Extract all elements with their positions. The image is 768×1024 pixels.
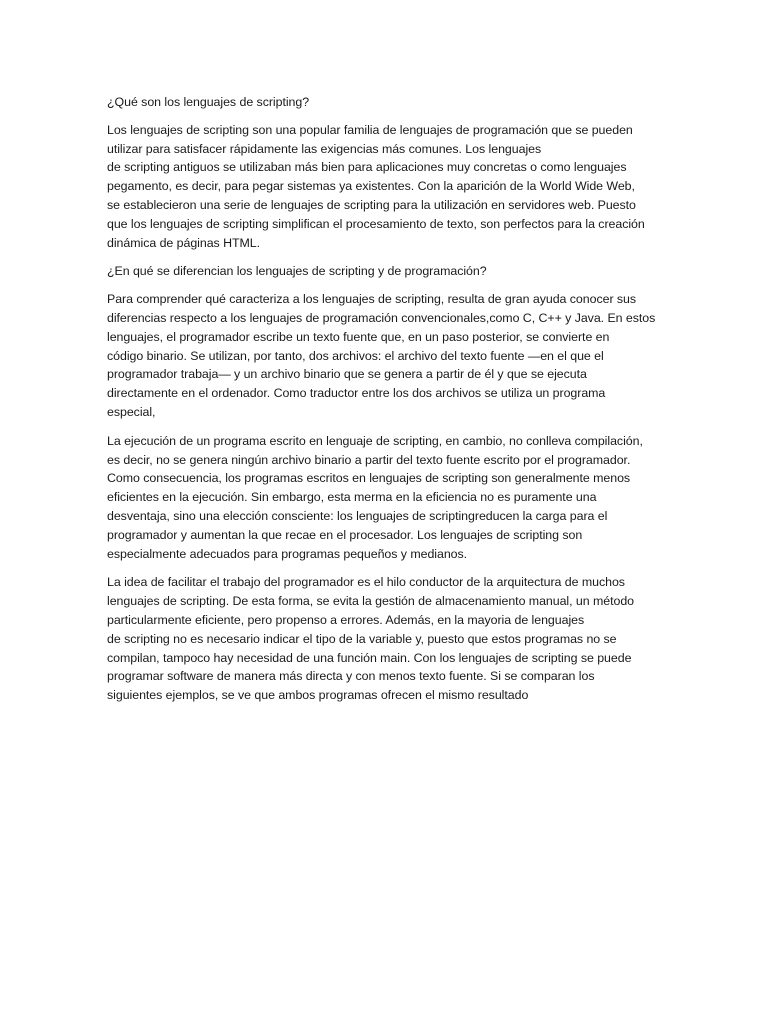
paragraph-line: siguientes ejemplos, se ve que ambos programas ofrecen el mismo resultado bbox=[107, 688, 529, 703]
paragraph-differences bbox=[107, 290, 667, 422]
paragraph-line: programador y aumentan la que recae en el procesador. Los lenguajes de scripting son bbox=[107, 527, 583, 542]
paragraph-programmer-ease bbox=[107, 573, 667, 705]
paragraph-line: especialmente adecuados para programas pequeños y medianos. bbox=[107, 546, 468, 561]
document-body bbox=[107, 93, 667, 715]
paragraph-line: dinámica de páginas HTML. bbox=[107, 235, 261, 250]
paragraph-line: es decir, no se genera ningún archivo binario a partir del texto fuente escrito por el programador. bbox=[107, 452, 631, 467]
paragraph-line: La ejecución de un programa escrito en lenguaje de scripting, en cambio, no conlleva compilación, bbox=[107, 433, 643, 448]
paragraph-line: código binario. Se utilizan, por tanto, dos archivos: el archivo del texto fuente —en el que el bbox=[107, 348, 604, 363]
paragraph-line: eficientes en la ejecución. Sin embargo, esta merma en la eficiencia no es puramente una bbox=[107, 490, 597, 505]
paragraph-line: pegamento, es decir, para pegar sistemas ya existentes. Con la aparición de la World Wide Web, bbox=[107, 179, 635, 194]
paragraph-line: lenguajes, el programador escribe un texto fuente que, en un paso posterior, se convierte en bbox=[107, 329, 610, 344]
paragraph-line: que los lenguajes de scripting simplifican el procesamiento de texto, son perfectos para la creación bbox=[107, 216, 645, 231]
paragraph-line: particularmente eficiente, pero propenso a errores. Además, en la mayoria de lenguajes bbox=[107, 612, 585, 627]
paragraph-line: Los lenguajes de scripting son una popular familia de lenguajes de programación que se pueden bbox=[107, 122, 633, 137]
paragraph-line: utilizar para satisfacer rápidamente las exigencias más comunes. Los lenguajes bbox=[107, 141, 542, 156]
paragraph-line: programador trabaja— y un archivo binario que se genera a partir de él y que se ejecuta bbox=[107, 367, 587, 382]
section-heading-differences: ¿En qué se diferencian los lenguajes de scripting y de programación? bbox=[107, 264, 487, 279]
paragraph-line: diferencias respecto a los lenguajes de programación convencionales,como C, C++ y Java. En estos bbox=[107, 310, 656, 325]
paragraph-line: se establecieron una serie de lenguajes de scripting para la utilización en servidores web. Puesto bbox=[107, 197, 636, 212]
paragraph-line: compilan, tampoco hay necesidad de una función main. Con los lenguajes de scripting se puede bbox=[107, 650, 632, 665]
paragraph-line: desventaja, sino una elección consciente: los lenguajes de scriptingreducen la carga para el bbox=[107, 508, 608, 523]
paragraph-line: especial, bbox=[107, 404, 156, 419]
paragraph-line: La idea de facilitar el trabajo del programador es el hilo conductor de la arquitectura de muchos bbox=[107, 575, 625, 590]
paragraph-line: directamente en el ordenador. Como traductor entre los dos archivos se utiliza un programa bbox=[107, 386, 606, 401]
paragraph-line: lenguajes de scripting. De esta forma, se evita la gestión de almacenamiento manual, un método bbox=[107, 594, 635, 609]
paragraph-execution bbox=[107, 432, 667, 564]
paragraph-line: de scripting antiguos se utilizaban más bien para aplicaciones muy concretas o como lenguajes bbox=[107, 160, 627, 175]
paragraph-line: Como consecuencia, los programas escritos en lenguajes de scripting son generalmente menos bbox=[107, 471, 631, 486]
paragraph-intro bbox=[107, 121, 667, 253]
paragraph-line: de scripting no es necesario indicar el tipo de la variable y, puesto que estos programas no se bbox=[107, 631, 617, 646]
paragraph-line: Para comprender qué caracteriza a los lenguajes de scripting, resulta de gran ayuda conocer sus bbox=[107, 292, 637, 307]
paragraph-line: programar software de manera más directa y con menos texto fuente. Si se comparan los bbox=[107, 669, 595, 684]
section-heading-what-are: ¿Qué son los lenguajes de scripting? bbox=[107, 95, 310, 109]
